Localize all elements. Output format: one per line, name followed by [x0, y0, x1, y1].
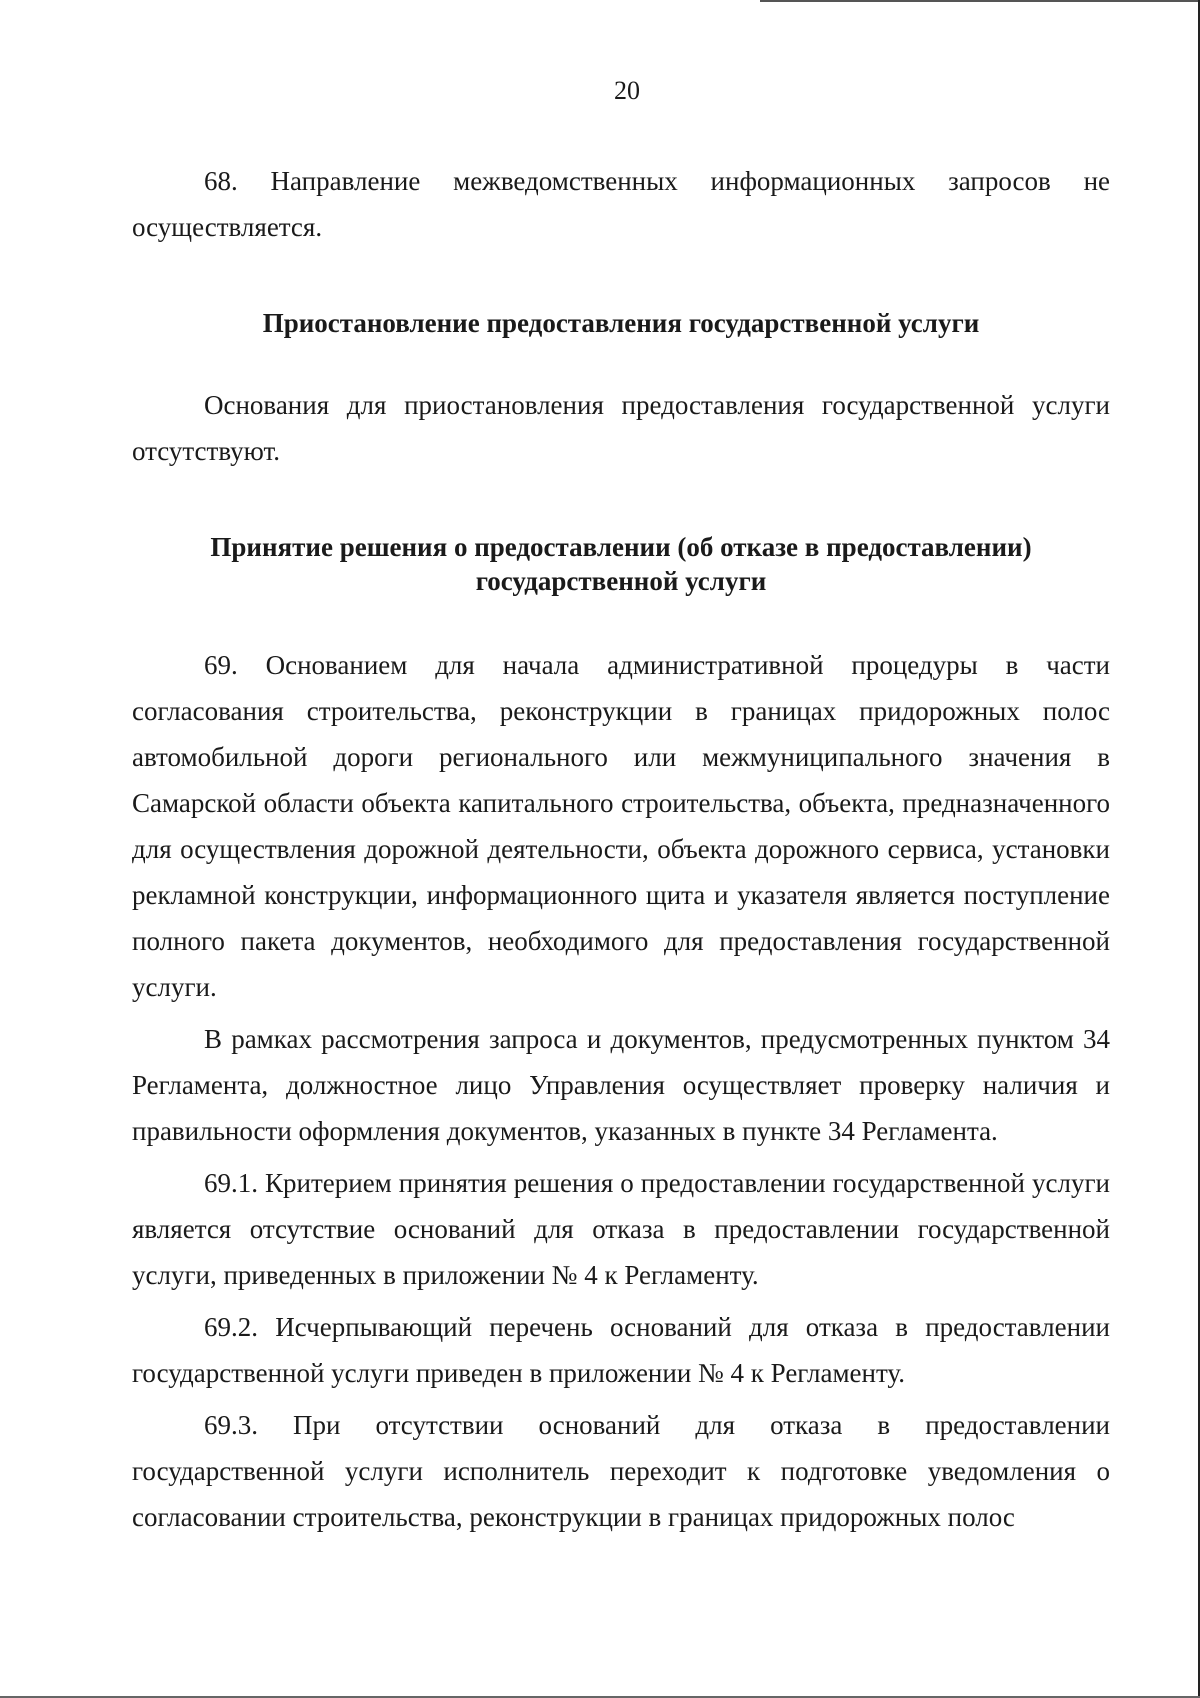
heading-decision	[132, 530, 1110, 598]
heading-suspension: Приостановление предоставления государственной услуги	[262, 308, 980, 338]
heading-decision-line-1: Принятие решения о предоставлении (об отказе в предоставлении)	[210, 532, 1032, 562]
paragraph-69-3: 69.3. При отсутствии оснований для отказа в предоставлении государственной услуги исполнитель переходит к подготовке уведомления о согласовании строительства, реконструкции в границах придорожных полос	[132, 1410, 1110, 1532]
paragraph-69-2: 69.2. Исчерпывающий перечень оснований для отказа в предоставлении государственной услуги приведен в приложении № 4 к Регламенту.	[132, 1312, 1110, 1388]
paragraph-69-review: В рамках рассмотрения запроса и документов, предусмотренных пунктом 34 Регламента, должностное лицо Управления осуществляет проверку наличия и правильности оформления документов, указанных в пункте 34 Регламента.	[132, 1024, 1110, 1146]
document-body	[132, 158, 1110, 1540]
paragraph-68: 68. Направление межведомственных информационных запросов не осуществляется.	[132, 166, 1110, 242]
paragraph-69-1: 69.1. Критерием принятия решения о предоставлении государственной услуги является отсутствие оснований для отказа в предоставлении государственной услуги, приведенных в приложении № 4 к Регламенту.	[132, 1168, 1110, 1290]
scan-top-edge	[760, 0, 1200, 2]
heading-decision-line-2: государственной услуги	[475, 566, 767, 596]
page-number: 20	[614, 76, 640, 105]
paragraph-suspension-grounds: Основания для приостановления предоставления государственной услуги отсутствуют.	[132, 390, 1110, 466]
paragraph-69: 69. Основанием для начала административной процедуры в части согласования строительства, реконструкции в границах придорожных полос автомобильной дороги регионального или межмуниципального значения в Самарской области объекта капитального строительства, объекта, предназначенного для осуществления дорожной деятельности, объекта дорожного сервиса, установки рекламной конструкции, информационного щита и указателя является поступление полного пакета документов, необходимого для предоставления государственной услуги.	[132, 650, 1110, 1002]
